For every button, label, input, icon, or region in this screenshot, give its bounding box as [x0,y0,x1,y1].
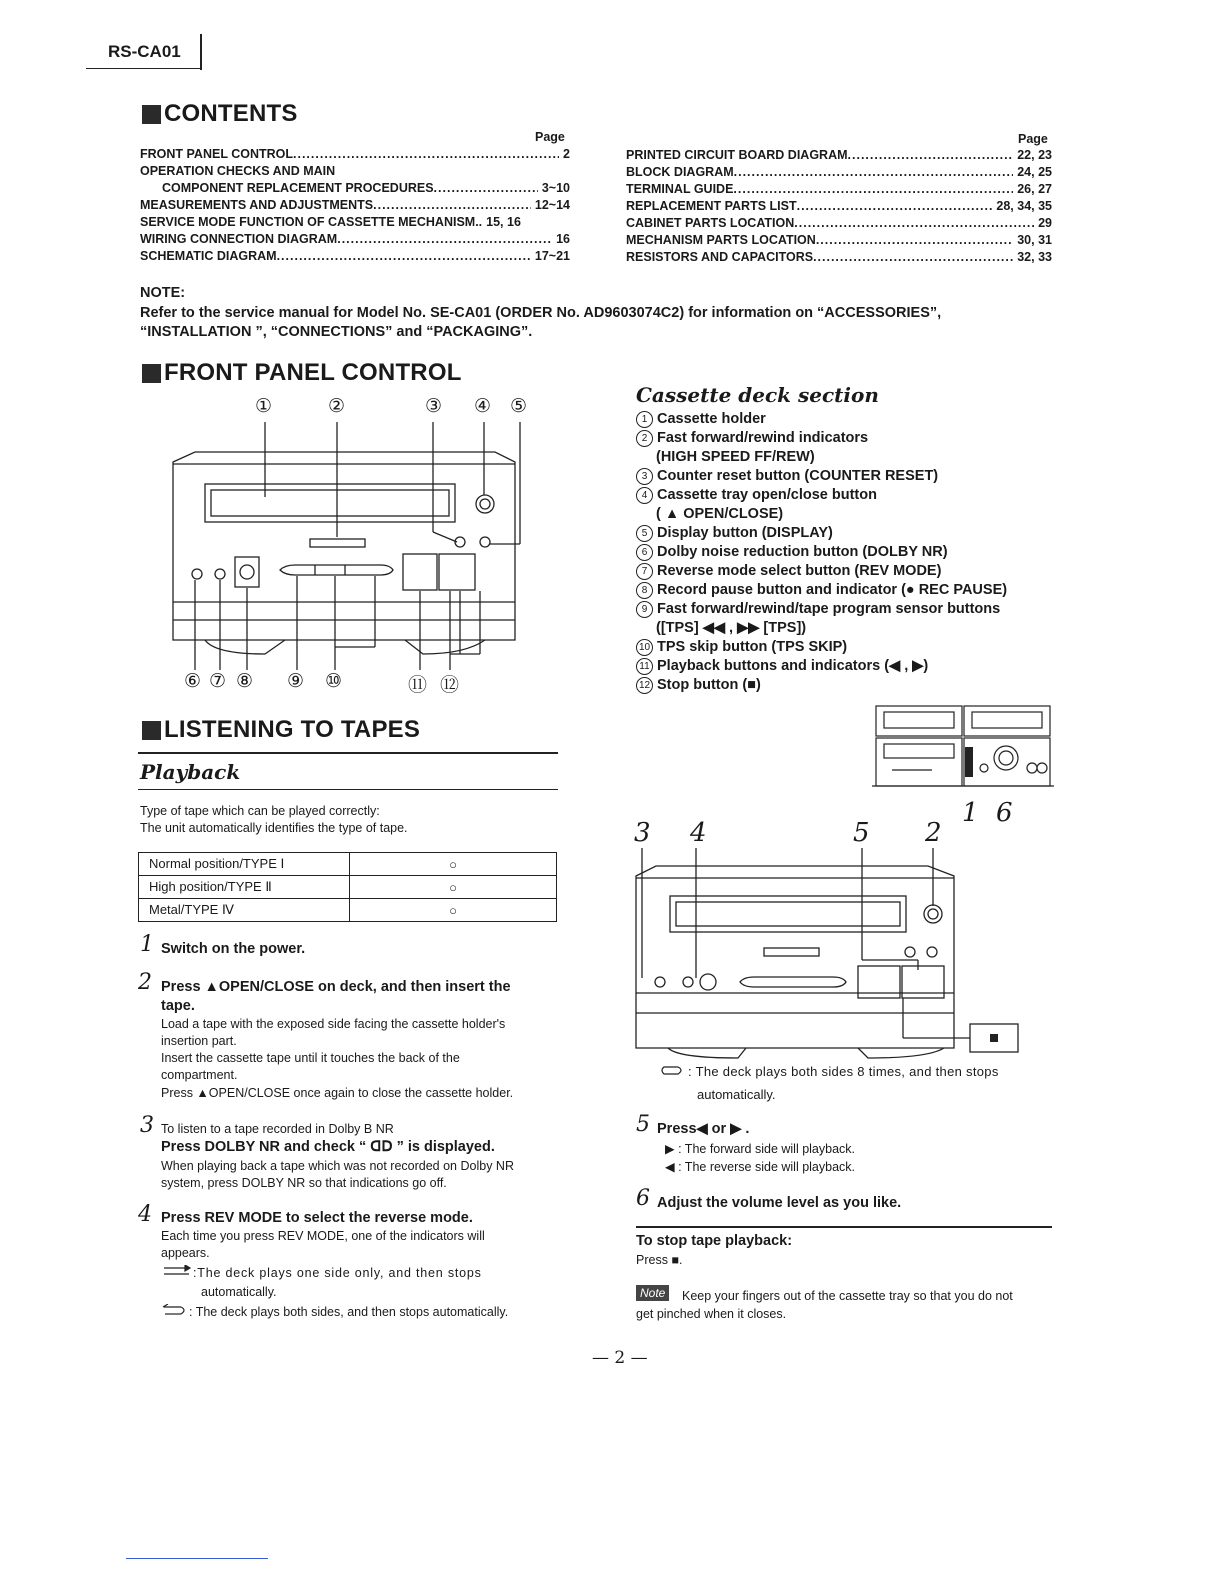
stop-title: To stop tape playback: [636,1233,793,1249]
callout-2: ② [328,396,346,417]
diagram-label-2: 2 [925,818,942,848]
callout-5: ⑤ [510,396,528,417]
one-side-icon [161,1265,193,1277]
diagram-label-3: 3 [634,818,651,848]
step-2-line: Insert the cassette tape until it touches the back of the [161,1051,460,1065]
callout-6: ⑥ [184,671,202,692]
callout-4: ④ [474,396,492,417]
list-item: 4 Cassette tray open/close button [636,486,1007,505]
table-row: Normal position/TYPE Ⅰ ○ [139,853,557,876]
contents-page-label-right: Page [1018,132,1048,146]
toc-row[interactable]: COMPONENT REPLACEMENT PROCEDURES ..... 3~10 [140,180,570,197]
list-item: 3 Counter reset button (COUNTER RESET) [636,467,1007,486]
both-sides-icon [161,1304,189,1317]
list-item: 6 Dolby noise reduction button (DOLBY NR) [636,543,1007,562]
step-5-line: ▶ : The forward side will playback. [665,1142,856,1156]
step-3-line: system, press DOLBY NR so that indications go off. [161,1176,447,1190]
deck-operation-diagram [628,848,1028,1060]
header-rule [86,68,202,69]
step-2-line: Load a tape with the exposed side facing the cassette holder's [161,1017,506,1031]
toc-row[interactable]: PRINTED CIRCUIT BOARD DIAGRAM ..... 22, 23 [626,147,1052,164]
list-item: ( ▲ OPEN/CLOSE) [656,506,784,522]
list-item: 2 Fast forward/rewind indicators [636,429,1007,448]
tape-type-table [138,852,557,922]
toc-row[interactable]: WIRING CONNECTION DIAGRAM ..... 16 [140,231,570,248]
list-item: 8 Record pause button and indicator (● REC PAUSE) [636,581,1007,600]
caution-line-1: Keep your fingers out of the cassette tray so that you do not [682,1289,1013,1303]
step-4-line: : The deck plays both sides, and then stops automatically. [189,1305,509,1319]
step-2-line: insertion part. [161,1034,237,1048]
step-5-title: Press◀ or ▶ . [657,1121,750,1137]
toc-row[interactable]: SCHEMATIC DIAGRAM ..... 17~21 [140,248,570,265]
toc-row[interactable]: SERVICE MODE FUNCTION OF CASSETTE MECHANISM.. 15, 16 [140,215,521,229]
page-number: — 2 — [592,1348,648,1368]
step-4-title: Press REV MODE to select the reverse mode. [161,1210,473,1226]
footer-link-rule [126,1558,268,1559]
listening-title: LISTENING TO TAPES [142,716,420,744]
note-line-2: “INSTALLATION ”, “CONNECTIONS” and “PACKAGING”. [140,324,533,340]
divider [138,752,558,754]
contents-page-label-left: Page [535,130,565,144]
intro-line-1: Type of tape which can be played correctly: [140,804,380,818]
toc-row[interactable]: MEASUREMENTS AND ADJUSTMENTS ..... 12~14 [140,197,570,214]
step-4-line: appears. [161,1246,210,1260]
step-4-number: 4 [138,1202,152,1227]
step-2-title-2: tape. [161,998,195,1014]
divider [138,789,558,790]
cassette-section-title: Cassette deck section [636,383,879,407]
contents-list-right [626,147,1052,266]
playback-subtitle: Playback [140,760,241,784]
toc-row[interactable]: RESISTORS AND CAPACITORS ..... 32, 33 [626,249,1052,266]
front-panel-diagram [165,392,545,692]
both-sides-8-icon [660,1064,684,1077]
step-3-title: Press DOLBY NR and check “ ᗡᗞ ” is displayed. [161,1139,495,1155]
step-4-line: Each time you press REV MODE, one of the indicators will [161,1229,485,1243]
toc-row[interactable]: TERMINAL GUIDE ..... 26, 27 [626,181,1052,198]
callout-9: ⑨ [287,671,305,692]
toc-row[interactable]: FRONT PANEL CONTROL ..... 2 [140,146,570,163]
toc-row[interactable]: CABINET PARTS LOCATION ..... 29 [626,215,1052,232]
list-item: 5 Display button (DISPLAY) [636,524,1007,543]
diagram-label-4: 4 [690,818,707,848]
table-row: Metal/TYPE Ⅳ ○ [139,899,557,922]
step-6-title: Adjust the volume level as you like. [657,1195,902,1211]
contents-title: CONTENTS [142,100,298,128]
front-panel-title: FRONT PANEL CONTROL [142,359,462,387]
toc-row[interactable]: BLOCK DIAGRAM ..... 24, 25 [626,164,1052,181]
callout-10: ⑩ [325,671,343,692]
callout-7: ⑦ [209,671,227,692]
callout-8: ⑧ [236,671,254,692]
toc-row[interactable]: MECHANISM PARTS LOCATION ..... 30, 31 [626,232,1052,249]
list-item: 11 Playback buttons and indicators (◀ , ▶) [636,657,1007,676]
callout-12: ⑫ [440,675,460,696]
square-bullet-icon [142,721,161,740]
intro-line-2: The unit automatically identifies the type of tape. [140,821,408,835]
list-item: 10 TPS skip button (TPS SKIP) [636,638,1007,657]
diagram-label-1: 1 [962,798,979,828]
step-2-line: compartment. [161,1068,238,1082]
step-1-number: 1 [140,932,154,957]
list-item: 7 Reverse mode select button (REV MODE) [636,562,1007,581]
note-label: NOTE: [140,285,186,301]
caution-tag: Note [636,1285,669,1301]
diagram-label-6: 6 [996,798,1013,828]
stereo-system-illustration [872,702,1054,790]
toc-row[interactable]: REPLACEMENT PARTS LIST ..... 28, 34, 35 [626,198,1052,215]
list-item: 12 Stop button (■) [636,676,1007,695]
step-2-line: Press ▲OPEN/CLOSE once again to close the cassette holder. [161,1086,514,1100]
model-number: RS-CA01 [108,42,181,61]
cassette-items [636,410,1007,695]
square-bullet-icon [142,105,161,124]
step-4-line: automatically. [201,1285,277,1299]
step-3-pre: To listen to a tape recorded in Dolby B NR [161,1122,394,1136]
stop-text: Press ■. [636,1253,683,1267]
contents-list-left [140,146,570,265]
callout-1: ① [255,396,273,417]
caution-line-2: get pinched when it closes. [636,1307,787,1321]
step-3-number: 3 [140,1113,154,1138]
step-5-number: 5 [636,1112,650,1137]
diagram-label-5: 5 [853,818,870,848]
header-rule-vertical [200,34,202,70]
list-item: 9 Fast forward/rewind/tape program sensor buttons [636,600,1007,619]
list-item: ([TPS] ◀◀ , ▶▶ [TPS]) [656,620,807,636]
square-bullet-icon [142,364,161,383]
step-2-number: 2 [138,970,152,995]
list-item: (HIGH SPEED FF/REW) [656,449,815,465]
list-item: 1 Cassette holder [636,410,1007,429]
step-6-number: 6 [636,1186,650,1211]
both-sides-8-line: automatically. [697,1087,776,1102]
both-sides-8-line: : The deck plays both sides 8 times, and then stops [688,1064,999,1079]
step-2-title: Press ▲OPEN/CLOSE on deck, and then insert the [161,979,511,995]
step-4-line: :The deck plays one side only, and then stops [193,1266,482,1280]
toc-row: OPERATION CHECKS AND MAIN [140,164,336,178]
step-3-line: When playing back a tape which was not recorded on Dolby NR [161,1159,514,1173]
callout-11: ⑪ [408,675,428,696]
step-1-title: Switch on the power. [161,941,306,957]
note-line-1: Refer to the service manual for Model No. SE-CA01 (ORDER No. AD9603074C2) for information on “ACCESSORIES”, [140,305,942,321]
table-row: High position/TYPE Ⅱ ○ [139,876,557,899]
step-5-line: ◀ : The reverse side will playback. [665,1160,856,1174]
divider [636,1226,1052,1228]
callout-3: ③ [425,396,443,417]
